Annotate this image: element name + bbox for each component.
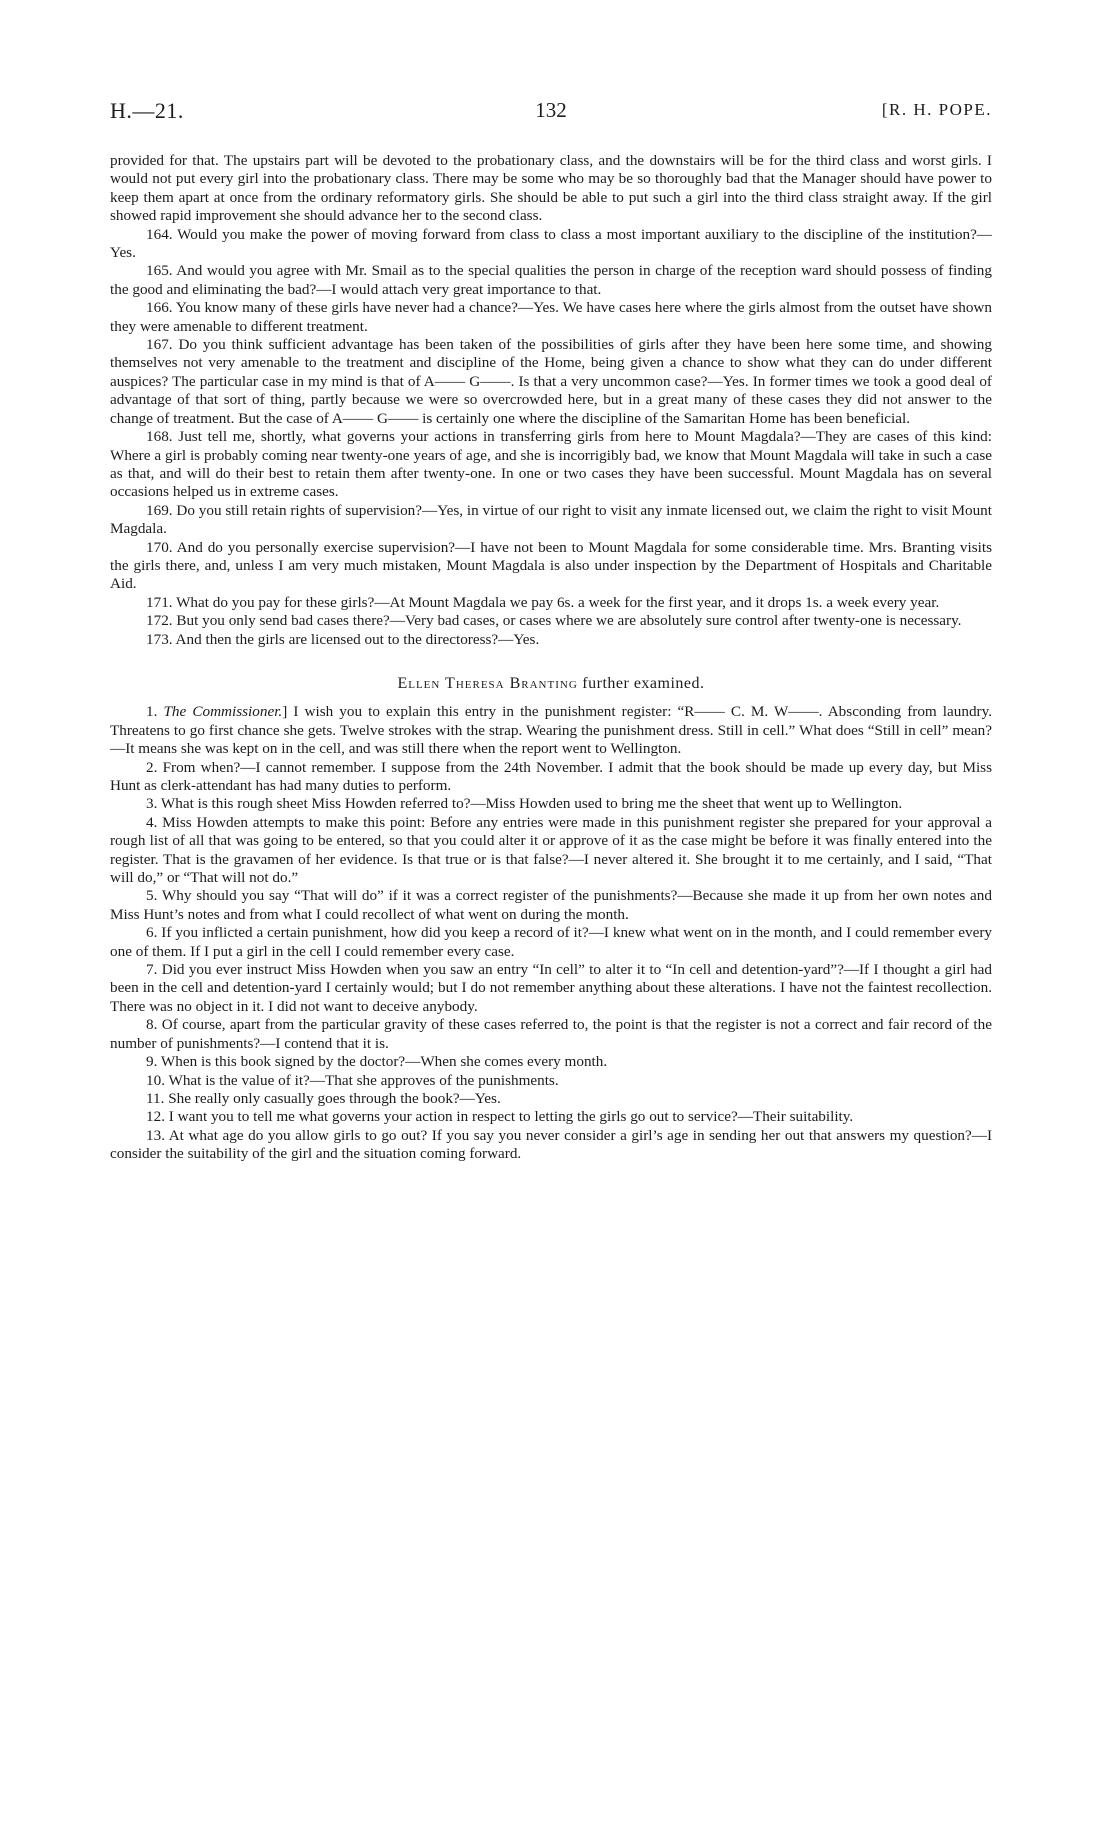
question-172: 172. But you only send bad cases there?—Very bad cases, or cases where we are absolutely sure control after twenty-one is necessary. xyxy=(146,612,962,630)
question-165: 165. And would you agree with Mr. Smail as to the special qualities the person in charge of the reception ward should possess of finding the good and eliminating the bad?—I would attach very great importance to that. xyxy=(110,262,992,298)
question-6: 6. If you inflicted a certain punishment, how did you keep a record of it?—I knew what went on in the month, and I could remember every one of them. If I put a girl in the cell I could remember every case. xyxy=(110,924,992,960)
question-12: 12. I want you to tell me what governs your action in respect to letting the girls go out to service?—Their suitability. xyxy=(146,1108,854,1126)
question-13: 13. At what age do you allow girls to go out? If you say you never consider a girl’s age in sending her out that answers my question?—I consider the suitability of the girl and the situation coming forward. xyxy=(110,1126,992,1163)
question-164: 164. Would you make the power of moving forward from class to class a most important auxiliary to the discipline of the institution?—Yes. xyxy=(110,225,992,262)
question-167: 167. Do you think sufficient advantage has been taken of the possibilities of girls after they have been here some time, and showing themselves not very amenable to the treatment and discipline of the Home, being given a chance to show what they can do under different auspices? The particular case in my mind is that of A—— G——. Is that a very uncommon case?—Yes. In former times we took a good deal of advantage of that sort of thing, partly because we were so overcrowded here, but in a great many of these cases they did not answer to the change of treatment. But the case of A—— G—— is certainly one where the discipline of the Samaritan Home has been beneficial. xyxy=(110,336,992,427)
page-header xyxy=(110,98,992,134)
question-text: ] I wish you to explain this entry in the punishment register: “R—— C. M. W——. Absconding from laundry. Threatens to go first chance she gets. Twelve strokes with the strap. Wearing the punishment dress. Still in cell.” What does “Still in cell” mean?—It means she was kept on in the cell, and was still there when the report went to Wellington. xyxy=(110,703,993,758)
question-1 xyxy=(110,703,992,758)
page-number: 132 xyxy=(535,98,567,122)
section-heading xyxy=(110,675,992,693)
witness-heading-name: Ellen Theresa Branting xyxy=(397,674,578,692)
document-body xyxy=(110,152,992,1164)
question-171: 171. What do you pay for these girls?—At Mount Magdala we pay 6s. a week for the first year, and it drops 1s. a week every year. xyxy=(146,593,940,611)
question-4: 4. Miss Howden attempts to make this point: Before any entries were made in this punishment register she prepared for your approval a rough list of all that was going to be entered, so that you could alter it or approve of it as the case might be before it was finally entered into the register. That is the gravamen of her evidence. Is that true or is that false?—I never altered it. She brought it to me certainly, and I said, “That will do,” or “That will not do.” xyxy=(110,813,992,887)
witness-name: [R. H. POPE. xyxy=(881,100,992,119)
speaker-label: The Commissioner. xyxy=(163,703,283,721)
paragraph: provided for that. The upstairs part will be devoted to the probationary class, and the downstairs will be for the third class and worst girls. I would not put every girl into the probationary class. There may be some who may be so thoroughly bad that the Manager should have power to keep them apart at once from the ordinary reformatory girls. She should be able to put such a girl into the third class straight away. If the girl showed rapid improvement she should advance her to the second class. xyxy=(110,152,992,225)
question-11: 11. She really only casually goes through the book?—Yes. xyxy=(146,1089,501,1107)
question-number: 1. xyxy=(146,703,164,721)
question-7: 7. Did you ever instruct Miss Howden when you saw an entry “In cell” to alter it to “In cell and detention-yard”?—If I thought a girl had been in the cell and detention-yard I certainly would; but I do not remember anything about these alterations. I have not the faintest recollection. There was no object in it. I did not want to deceive anybody. xyxy=(110,961,992,1015)
section-heading-rest: further examined. xyxy=(582,674,705,692)
question-166: 166. You know many of these girls have never had a chance?—Yes. We have cases here where the girls almost from the outset have shown they were amenable to different treatment. xyxy=(110,299,992,335)
question-3: 3. What is this rough sheet Miss Howden referred to?—Miss Howden used to bring me the sheet that went up to Wellington. xyxy=(146,795,903,813)
question-168: 168. Just tell me, shortly, what governs your actions in transferring girls from here to Mount Magdala?—They are cases of this kind: Where a girl is probably coming near twenty-one years of age, and she is incorrigibly bad, we know that Mount Magdala will take in such a case as that, and will do their best to retain them after twenty-one. In one or two cases they have been successful. Mount Magdala has on several occasions helped us in extreme cases. xyxy=(110,428,992,501)
question-8: 8. Of course, apart from the particular gravity of these cases referred to, the point is that the register is not a correct and fair record of the number of punishments?—I contend that it is. xyxy=(110,1016,992,1052)
question-170: 170. And do you personally exercise supervision?—I have not been to Mount Magdala for some considerable time. Mrs. Branting visits the girls there, and, unless I am very much mistaken, Mount Magdala is also under inspection by the Department of Hospitals and Charitable Aid. xyxy=(110,538,992,593)
question-9: 9. When is this book signed by the doctor?—When she comes every month. xyxy=(146,1053,608,1071)
question-10: 10. What is the value of it?—That she approves of the punishments. xyxy=(146,1071,559,1089)
question-5: 5. Why should you say “That will do” if it was a correct register of the punishments?—Because she made it up from her own notes and Miss Hunt’s notes and from what I could recollect of what went on during the month. xyxy=(110,887,992,923)
document-reference: H.—21. xyxy=(110,98,184,123)
question-173: 173. And then the girls are licensed out to the directoress?—Yes. xyxy=(146,630,540,648)
question-2: 2. From when?—I cannot remember. I suppose from the 24th November. I admit that the book should be made up every day, but Miss Hunt as clerk-attendant has had many duties to perform. xyxy=(110,758,992,794)
question-169: 169. Do you still retain rights of supervision?—Yes, in virtue of our right to visit any inmate licensed out, we claim the right to visit Mount Magdala. xyxy=(110,501,992,538)
